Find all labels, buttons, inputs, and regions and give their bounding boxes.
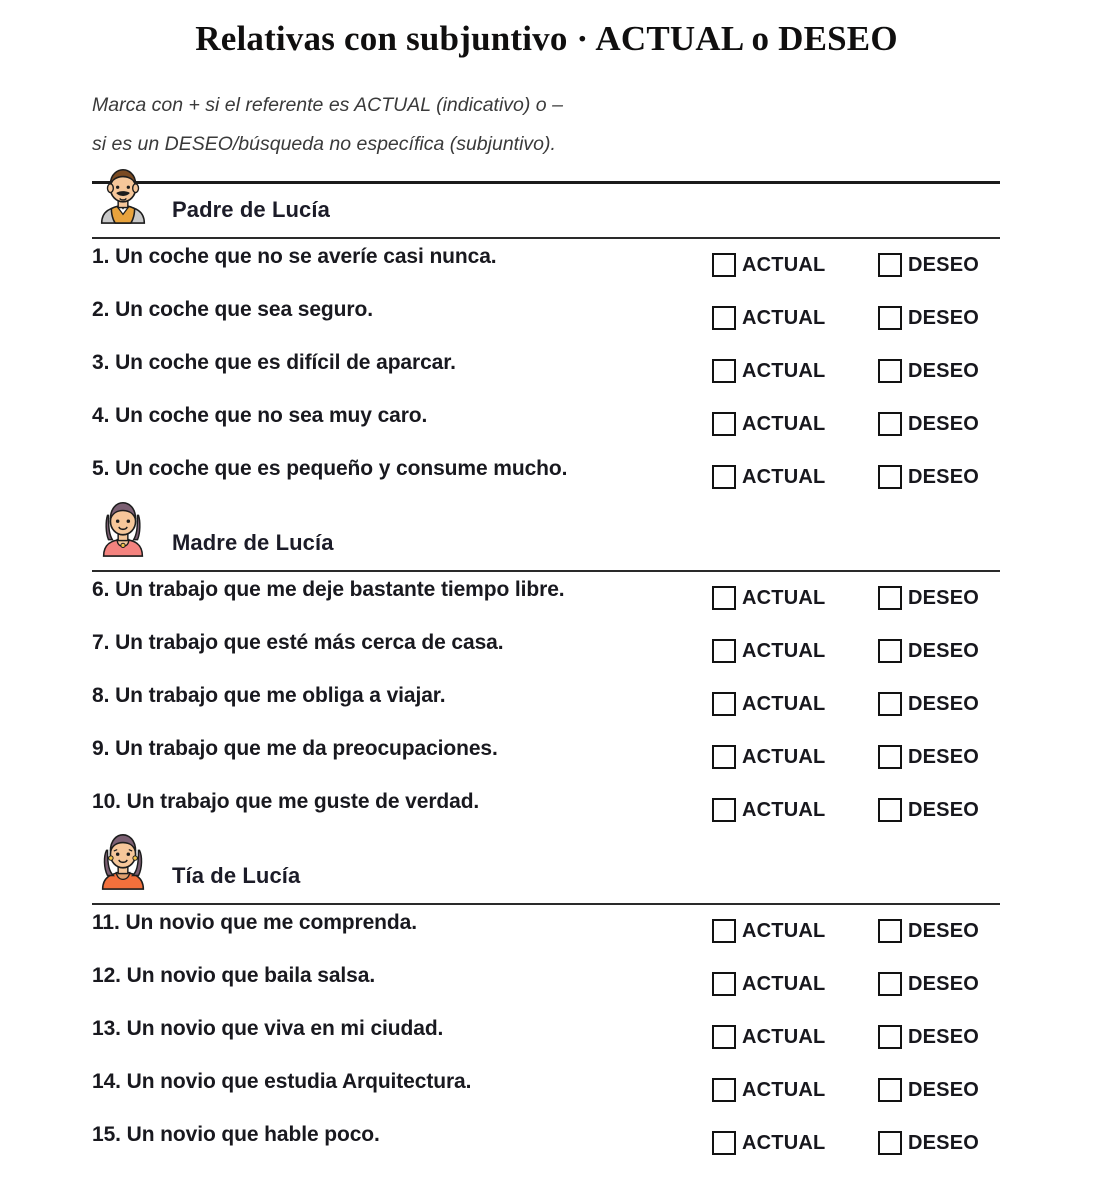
section-bottom-rule <box>92 570 1000 572</box>
checkbox-deseo[interactable] <box>878 412 902 436</box>
item-list-tia <box>92 905 1000 1170</box>
section-title-padre: Padre de Lucía <box>172 197 330 223</box>
checkbox-actual[interactable] <box>712 359 736 383</box>
section-top-rule <box>92 181 1000 184</box>
checkbox-actual[interactable] <box>712 798 736 822</box>
section-madre <box>0 504 1093 837</box>
item-text <box>92 457 567 481</box>
instructions-line-2: si es un DESEO/búsqueda no específica (subjuntivo). <box>92 133 556 156</box>
item-number: 15. <box>92 1123 121 1147</box>
section-tia <box>0 837 1093 1170</box>
option-label-actual: ACTUAL <box>742 799 826 822</box>
section-bottom-rule <box>92 237 1000 239</box>
option-label-deseo: DESEO <box>908 640 980 663</box>
item-row <box>92 292 1000 345</box>
option-deseo[interactable] <box>878 1025 979 1049</box>
section-header-madre <box>92 504 1000 572</box>
checkbox-actual[interactable] <box>712 639 736 663</box>
item-row <box>92 1064 1000 1117</box>
option-label-actual: ACTUAL <box>742 1026 826 1049</box>
item-sentence: Un coche que no se averíe casi nunca. <box>115 245 497 269</box>
item-row <box>92 905 1000 958</box>
item-row <box>92 1011 1000 1064</box>
checkbox-deseo[interactable] <box>878 253 902 277</box>
option-label-actual: ACTUAL <box>742 693 826 716</box>
item-row <box>92 572 1000 625</box>
item-sentence: Un trabajo que me guste de verdad. <box>126 790 480 814</box>
option-deseo[interactable] <box>878 586 979 610</box>
section-bottom-rule <box>92 903 1000 905</box>
checkbox-deseo[interactable] <box>878 1131 902 1155</box>
item-text <box>92 911 417 935</box>
item-text <box>92 1017 443 1041</box>
option-actual[interactable] <box>712 253 825 277</box>
option-label-actual: ACTUAL <box>742 640 826 663</box>
item-number: 9. <box>92 737 110 761</box>
option-deseo[interactable] <box>878 1131 979 1155</box>
option-actual[interactable] <box>712 1025 825 1049</box>
item-sentence: Un coche que sea seguro. <box>115 298 373 322</box>
item-number: 12. <box>92 964 121 988</box>
option-label-actual: ACTUAL <box>742 1079 826 1102</box>
option-deseo[interactable] <box>878 798 979 822</box>
item-text <box>92 790 479 814</box>
item-number: 4. <box>92 404 110 428</box>
item-row <box>92 678 1000 731</box>
section-title-madre: Madre de Lucía <box>172 530 334 556</box>
section-header-padre <box>92 171 1000 239</box>
option-label-actual: ACTUAL <box>742 973 826 996</box>
item-row <box>92 731 1000 784</box>
option-actual[interactable] <box>712 586 825 610</box>
option-label-actual: ACTUAL <box>742 920 826 943</box>
option-actual[interactable] <box>712 798 825 822</box>
item-sentence: Un trabajo que me deje bastante tiempo libre. <box>115 578 565 602</box>
checkbox-deseo[interactable] <box>878 465 902 489</box>
worksheet-body <box>0 171 1093 1170</box>
item-sentence: Un novio que estudia Arquitectura. <box>126 1070 472 1094</box>
item-list-padre <box>92 239 1000 504</box>
item-number: 7. <box>92 631 110 655</box>
item-number: 11. <box>92 911 120 935</box>
option-deseo[interactable] <box>878 412 979 436</box>
item-row <box>92 784 1000 837</box>
item-sentence: Un coche que no sea muy caro. <box>115 404 428 428</box>
option-label-deseo: DESEO <box>908 360 980 383</box>
item-sentence: Un novio que me comprenda. <box>125 911 417 935</box>
checkbox-deseo[interactable] <box>878 1025 902 1049</box>
item-text <box>92 631 503 655</box>
item-sentence: Un coche que es difícil de aparcar. <box>115 351 456 375</box>
checkbox-actual[interactable] <box>712 586 736 610</box>
option-label-deseo: DESEO <box>908 587 980 610</box>
item-row <box>92 398 1000 451</box>
instructions-line-1: Marca con + si el referente es ACTUAL (indicativo) o – <box>92 94 563 117</box>
checkbox-deseo[interactable] <box>878 745 902 769</box>
checkbox-deseo[interactable] <box>878 586 902 610</box>
item-number: 10. <box>92 790 121 814</box>
checkbox-deseo[interactable] <box>878 972 902 996</box>
item-sentence: Un novio que baila salsa. <box>126 964 376 988</box>
item-sentence: Un novio que hable poco. <box>126 1123 380 1147</box>
option-deseo[interactable] <box>878 306 979 330</box>
item-number: 14. <box>92 1070 121 1094</box>
item-list-madre <box>92 572 1000 837</box>
checkbox-deseo[interactable] <box>878 919 902 943</box>
option-deseo[interactable] <box>878 919 979 943</box>
checkbox-deseo[interactable] <box>878 306 902 330</box>
option-label-actual: ACTUAL <box>742 254 826 277</box>
option-actual[interactable] <box>712 1078 825 1102</box>
mother-avatar-icon <box>92 496 154 558</box>
item-row <box>92 625 1000 678</box>
item-number: 1. <box>92 245 110 269</box>
item-text <box>92 737 498 761</box>
option-actual[interactable] <box>712 1131 825 1155</box>
item-sentence: Un trabajo que me da preocupaciones. <box>115 737 498 761</box>
item-number: 3. <box>92 351 110 375</box>
option-label-deseo: DESEO <box>908 307 980 330</box>
checkbox-deseo[interactable] <box>878 798 902 822</box>
item-row <box>92 451 1000 504</box>
father-avatar-icon <box>92 163 154 225</box>
option-label-deseo: DESEO <box>908 746 980 769</box>
option-label-deseo: DESEO <box>908 1026 980 1049</box>
item-sentence: Un coche que es pequeño y consume mucho. <box>115 457 568 481</box>
option-label-actual: ACTUAL <box>742 746 826 769</box>
checkbox-actual[interactable] <box>712 465 736 489</box>
item-row <box>92 345 1000 398</box>
section-title-tia: Tía de Lucía <box>172 863 301 889</box>
checkbox-deseo[interactable] <box>878 1078 902 1102</box>
option-deseo[interactable] <box>878 639 979 663</box>
item-number: 2. <box>92 298 110 322</box>
option-actual[interactable] <box>712 639 825 663</box>
option-label-deseo: DESEO <box>908 799 980 822</box>
option-label-deseo: DESEO <box>908 973 980 996</box>
item-text <box>92 964 375 988</box>
option-label-deseo: DESEO <box>908 254 980 277</box>
checkbox-deseo[interactable] <box>878 639 902 663</box>
item-text <box>92 578 565 602</box>
option-label-deseo: DESEO <box>908 1079 980 1102</box>
item-number: 8. <box>92 684 110 708</box>
checkbox-actual[interactable] <box>712 972 736 996</box>
option-label-actual: ACTUAL <box>742 1132 826 1155</box>
option-deseo[interactable] <box>878 1078 979 1102</box>
checkbox-actual[interactable] <box>712 1025 736 1049</box>
option-label-actual: ACTUAL <box>742 413 826 436</box>
item-sentence: Un trabajo que esté más cerca de casa. <box>115 631 504 655</box>
item-sentence: Un trabajo que me obliga a viajar. <box>115 684 446 708</box>
option-actual[interactable] <box>712 745 825 769</box>
option-label-actual: ACTUAL <box>742 466 826 489</box>
option-label-actual: ACTUAL <box>742 587 826 610</box>
checkbox-actual[interactable] <box>712 692 736 716</box>
checkbox-actual[interactable] <box>712 306 736 330</box>
option-deseo[interactable] <box>878 465 979 489</box>
aunt-avatar-icon <box>92 829 154 891</box>
footer-watermark-remnant <box>1075 1180 1079 1193</box>
checkbox-actual[interactable] <box>712 1131 736 1155</box>
option-label-deseo: DESEO <box>908 1132 980 1155</box>
checkbox-actual[interactable] <box>712 253 736 277</box>
option-label-actual: ACTUAL <box>742 307 826 330</box>
item-row <box>92 1117 1000 1170</box>
option-deseo[interactable] <box>878 745 979 769</box>
checkbox-deseo[interactable] <box>878 359 902 383</box>
item-number: 6. <box>92 578 110 602</box>
option-label-deseo: DESEO <box>908 466 980 489</box>
option-actual[interactable] <box>712 919 825 943</box>
item-text <box>92 1123 380 1147</box>
option-deseo[interactable] <box>878 972 979 996</box>
option-deseo[interactable] <box>878 359 979 383</box>
item-text <box>92 245 497 269</box>
instructions <box>92 93 732 157</box>
item-text <box>92 351 456 375</box>
item-text <box>92 298 373 322</box>
checkbox-deseo[interactable] <box>878 692 902 716</box>
option-actual[interactable] <box>712 465 825 489</box>
page-title: Relativas con subjuntivo · ACTUAL o DESEO <box>195 19 898 58</box>
option-deseo[interactable] <box>878 692 979 716</box>
section-header-tia <box>92 837 1000 905</box>
option-actual[interactable] <box>712 359 825 383</box>
checkbox-actual[interactable] <box>712 412 736 436</box>
item-row <box>92 239 1000 292</box>
item-sentence: Un novio que viva en mi ciudad. <box>126 1017 444 1041</box>
option-label-actual: ACTUAL <box>742 360 826 383</box>
item-text <box>92 404 427 428</box>
item-row <box>92 958 1000 1011</box>
checkbox-actual[interactable] <box>712 919 736 943</box>
option-label-deseo: DESEO <box>908 920 980 943</box>
checkbox-actual[interactable] <box>712 745 736 769</box>
option-actual[interactable] <box>712 972 825 996</box>
option-actual[interactable] <box>712 306 825 330</box>
item-number: 5. <box>92 457 110 481</box>
option-deseo[interactable] <box>878 253 979 277</box>
option-actual[interactable] <box>712 412 825 436</box>
item-text <box>92 1070 471 1094</box>
option-actual[interactable] <box>712 692 825 716</box>
item-number: 13. <box>92 1017 121 1041</box>
option-label-deseo: DESEO <box>908 693 980 716</box>
section-padre <box>0 171 1093 504</box>
option-label-deseo: DESEO <box>908 413 980 436</box>
item-text <box>92 684 445 708</box>
checkbox-actual[interactable] <box>712 1078 736 1102</box>
